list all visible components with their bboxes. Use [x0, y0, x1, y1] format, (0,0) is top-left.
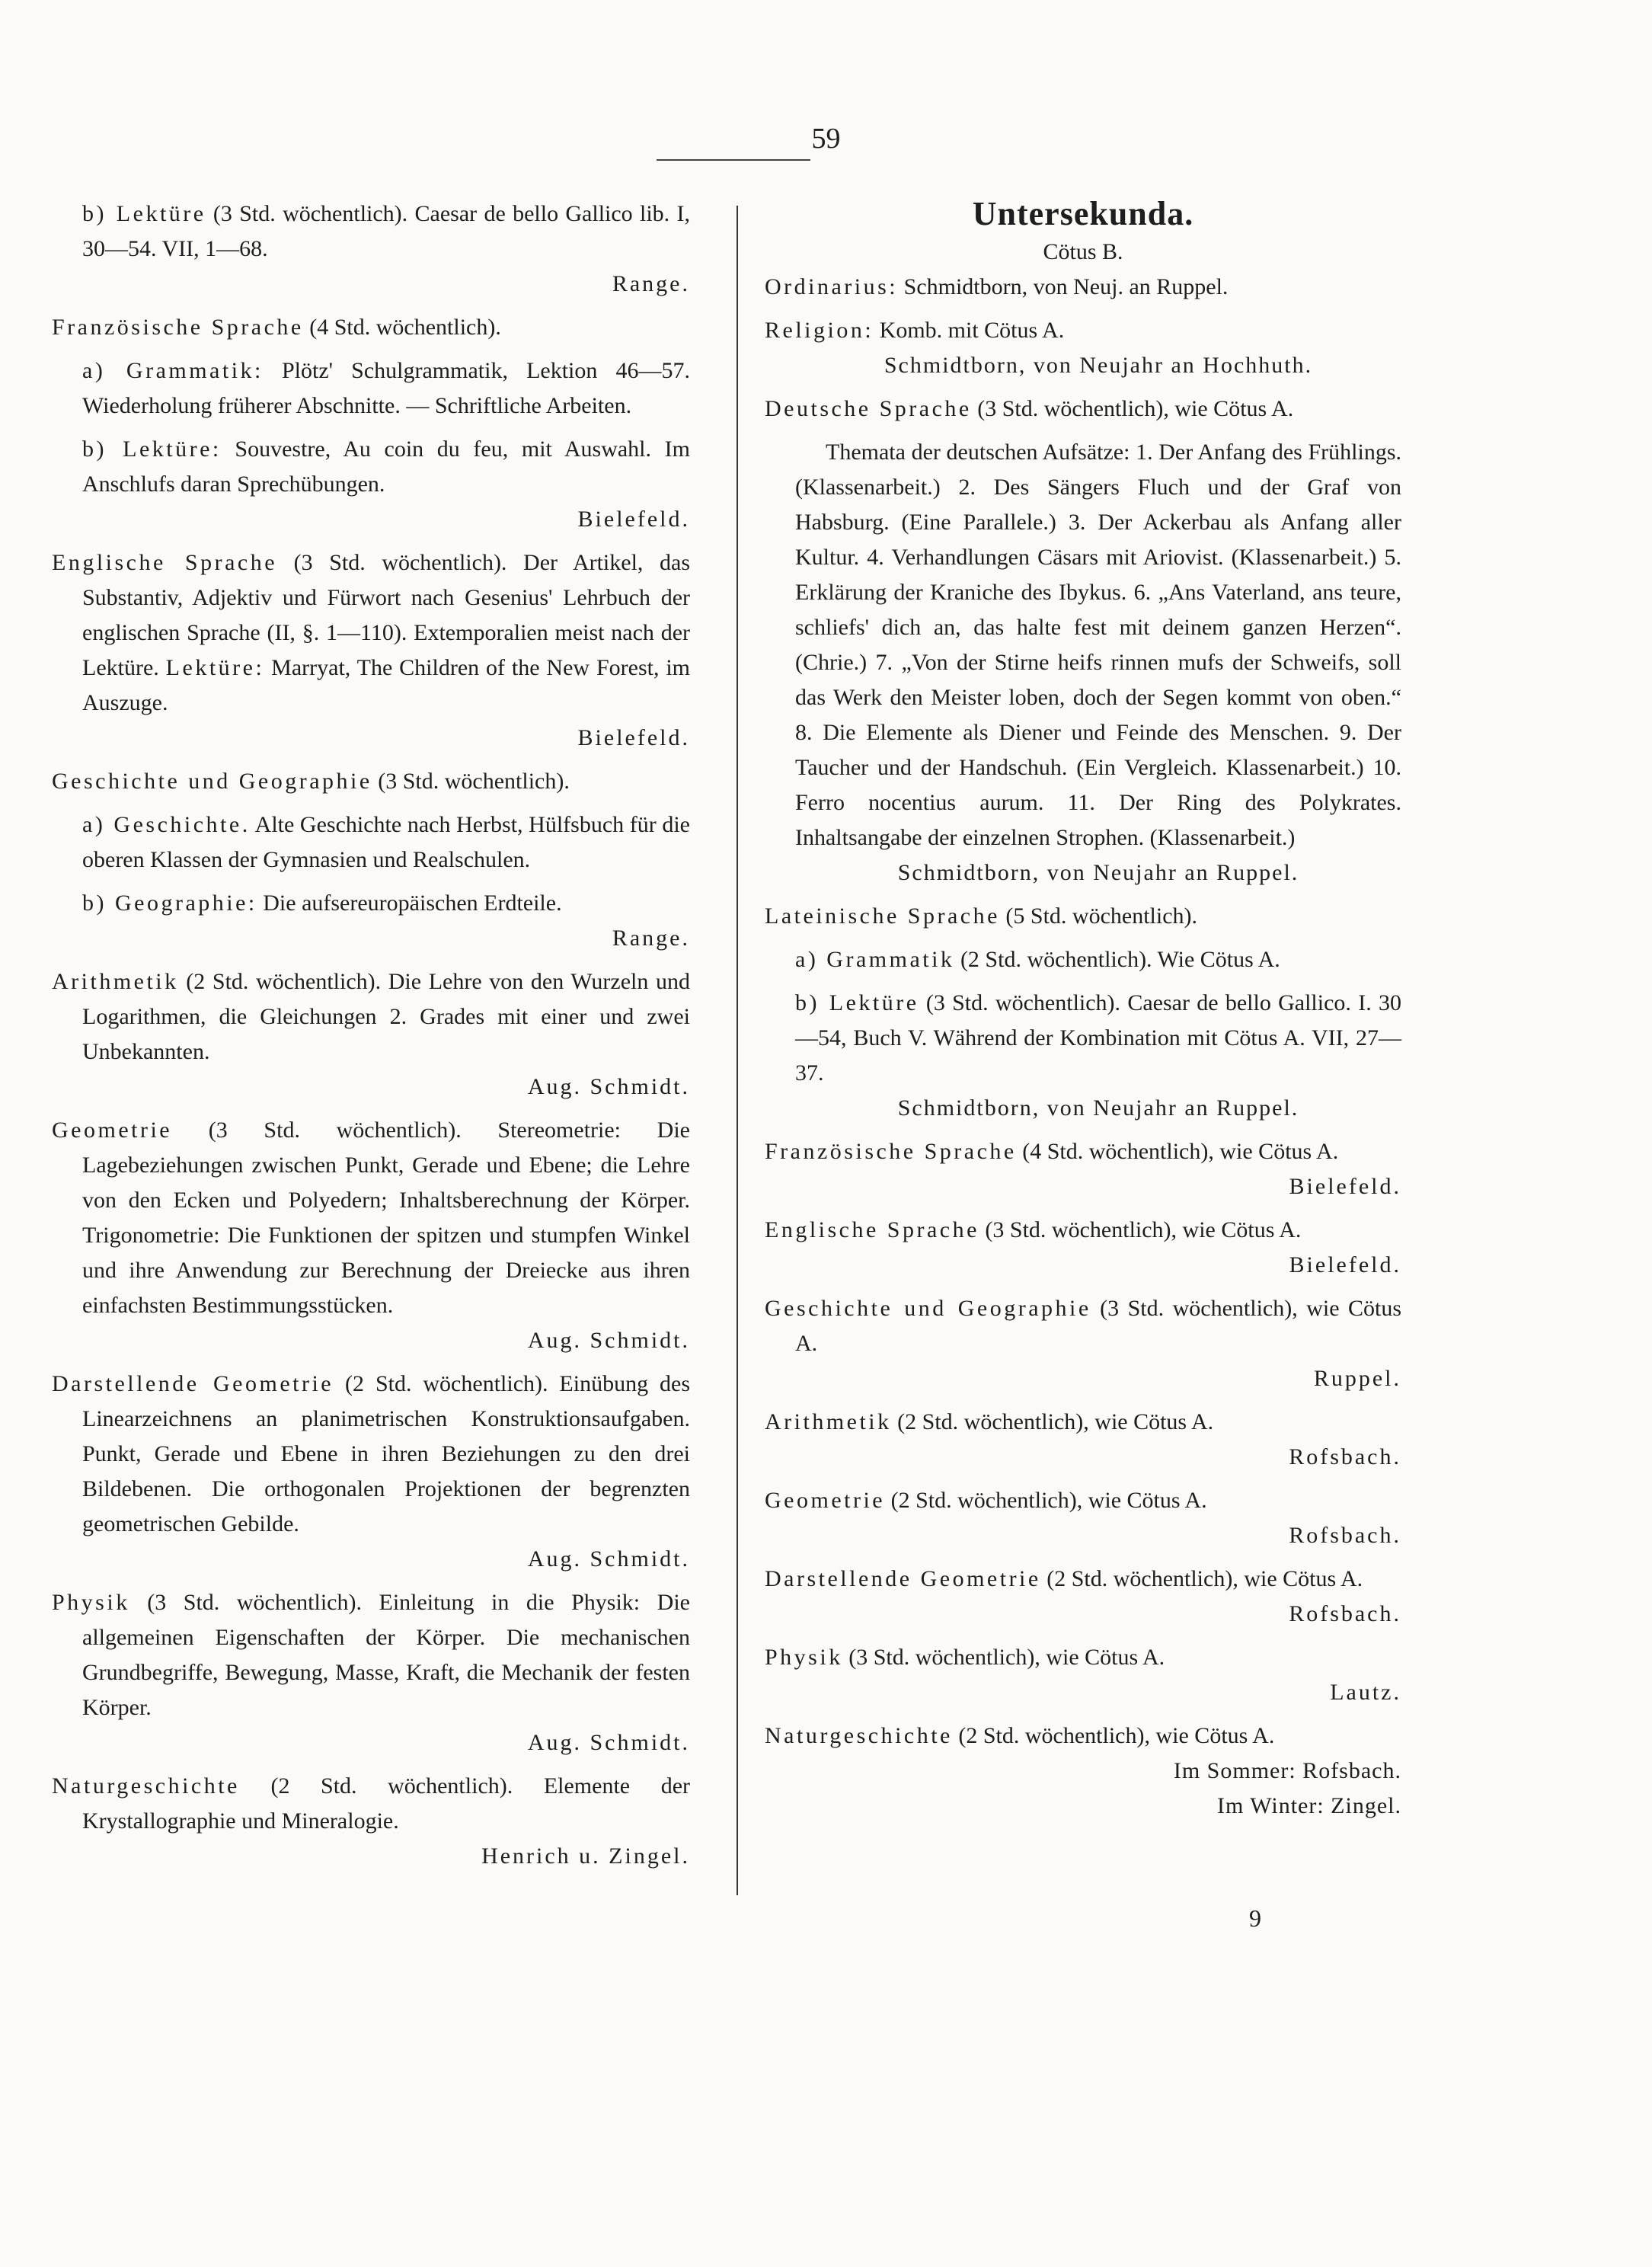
geometrie-entry	[52, 1113, 690, 1358]
arithmetik-entry	[52, 964, 690, 1105]
entry-text: (2 Std. wöchentlich). Elemente der Krystallographie und Mineralogie.	[82, 1773, 690, 1834]
entry-text: (3 Std. wöchentlich), wie Cötus A.	[971, 396, 1294, 421]
teacher-signature: Rofsbach.	[1289, 1444, 1401, 1469]
franzoesisch-entry	[52, 310, 690, 345]
teacher-signature: Ruppel.	[1313, 1366, 1401, 1391]
aufsatz-themata	[765, 435, 1401, 890]
englisch-entry	[765, 1213, 1401, 1283]
entry-heading: Englische Sprache	[52, 550, 278, 575]
darstellende-geometrie-entry	[765, 1562, 1401, 1632]
entry-text: (4 Std. wöchentlich), wie Cötus A.	[1016, 1139, 1339, 1164]
entry-text: (3 Std. wöchentlich). Stereometrie: Die Lagebeziehungen zwischen Punkt, Gerade und Ebene; die Lehre von den Ecken und Polyedern; Inhaltsberechnung der Körper. Trigonometrie: Die Funktionen der spitzen und stumpfen Winkel und ihre Anwendung zur Berechnung der Dreiecke aus ihren einfachsten Bestimmungsstücken.	[82, 1118, 690, 1318]
sheet-signature-mark: 9	[1249, 1904, 1261, 1932]
left-column	[52, 197, 690, 1882]
entry-heading: Französische Sprache	[765, 1139, 1017, 1164]
entry-heading: Religion:	[765, 318, 874, 343]
themata-text: Themata der deutschen Aufsätze: 1. Der Anfang des Frühlings. (Klassenarbeit.) 2. Des Sängers Fluch und der Graf von Habsburg. (Eine Parallele.) 3. Der Ackerbau als Anfang aller Kultur. 4. Verhandlungen Cäsars mit Ariovist. (Klassenarbeit.) 5. Erklärung der Kraniche des Ibykus. 6. „Ans Vaterland, ans teure, schliefs' dich an, das halte fest mit deinem ganzen Herzen“. (Chrie.) 7. „Von der Stirne heifs rinnen mufs der Schweifs, soll das Werk den Meister loben, doch der Segen kommt von oben.“ 8. Die Elemente als Diener und Feinde des Menschen. 9. Der Taucher und der Handschuh. (Ein Vergleich. Klassenarbeit.) 10. Ferro nocentius aurum. 11. Der Ring des Polykrates. Inhaltsangabe der einzelnen Strophen. (Klassenarbeit.)	[795, 440, 1401, 850]
entry-heading: Physik	[765, 1645, 843, 1670]
naturgeschichte-entry	[765, 1719, 1401, 1824]
teacher-signature: Lautz.	[1330, 1680, 1401, 1705]
teacher-signature: Range.	[612, 926, 690, 951]
deutsch-entry	[765, 392, 1401, 427]
entry-text: (4 Std. wöchentlich).	[303, 315, 501, 340]
entry-text: (2 Std. wöchentlich), wie Cötus A.	[1040, 1566, 1363, 1591]
section-heading: Untersekunda.	[972, 195, 1194, 232]
entry-heading: Lektüre:	[165, 655, 265, 680]
entry-heading: Ordinarius:	[765, 274, 899, 299]
ordinarius-entry	[765, 270, 1401, 305]
teacher-signature: Aug. Schmidt.	[527, 1074, 690, 1099]
entry-heading: b) Lektüre:	[82, 436, 222, 462]
entry-text: Komb. mit Cötus A.	[874, 318, 1065, 343]
naturgeschichte-entry	[52, 1769, 690, 1874]
entry-text: Marryat, The Children of the New Forest, im Auszuge.	[82, 655, 690, 715]
entry-heading: Englische Sprache	[765, 1217, 979, 1242]
entry-text: Die aufsereuropäischen Erdteile.	[257, 890, 562, 916]
entry-heading: Französische Sprache	[52, 315, 304, 340]
teacher-signature: Rofsbach.	[1289, 1523, 1401, 1548]
entry-text: (5 Std. wöchentlich).	[999, 903, 1198, 929]
teacher-signature: Rofsbach.	[1289, 1601, 1401, 1626]
entry-heading: Geschichte und Geographie	[765, 1296, 1091, 1321]
entry-text: (2 Std. wöchentlich). Einübung des Linearzeichnens an planimetrischen Konstruktionsaufgaben. Punkt, Gerade und Ebene in ihren Beziehungen zu den drei Bildebenen. Die orthogonalen Projektionen der begrenzten geometrischen Gebilde.	[82, 1371, 690, 1536]
entry-heading: Deutsche Sprache	[765, 396, 972, 421]
entry-text: Plötz' Schulgrammatik, Lektion 46—57. Wiederholung früherer Abschnitte. — Schriftliche Arbeiten.	[82, 358, 690, 418]
entry-text: (2 Std. wöchentlich), wie Cötus A.	[952, 1723, 1275, 1748]
entry-heading: b) Lektüre	[795, 990, 919, 1015]
geschichte-sub	[52, 807, 690, 878]
darstellende-geometrie-entry	[52, 1367, 690, 1577]
teacher-signature: Bielefeld.	[577, 725, 690, 750]
entry-text: (3 Std. wöchentlich), wie Cötus A.	[842, 1645, 1165, 1670]
entry-text: (3 Std. wöchentlich). Caesar de bello Gallico. I. 30—54, Buch V. Während der Kombination mit Cötus A. VII, 27—37.	[795, 990, 1401, 1086]
geschichte-entry	[765, 1291, 1401, 1396]
franzoesisch-lektuere	[52, 432, 690, 537]
geometrie-entry	[765, 1483, 1401, 1553]
entry-text: Schmidtborn, von Neuj. an Ruppel.	[898, 274, 1229, 299]
entry-text: (3 Std. wöchentlich), wie Cötus A.	[795, 1296, 1402, 1356]
teacher-signature: Aug. Schmidt.	[527, 1328, 690, 1353]
physik-entry	[765, 1640, 1401, 1710]
section-subheading: Cötus B.	[1043, 239, 1123, 264]
latein-entry	[765, 899, 1401, 934]
entry-text: (2 Std. wöchentlich), wie Cötus A.	[891, 1409, 1214, 1434]
entry-text: (3 Std. wöchentlich). Einleitung in die Physik: Die allgemeinen Eigenschaften der Körper. Die mechanischen Grundbegriffe, Bewegung, Masse, Kraft, die Mechanik der festen Körper.	[82, 1590, 690, 1720]
teacher-signature: Schmidtborn, von Neujahr an Ruppel.	[897, 1095, 1299, 1121]
entry-text: (3 Std. wöchentlich), wie Cötus A.	[979, 1217, 1302, 1242]
entry-heading: b) Geographie:	[82, 890, 257, 916]
teacher-signature-summer: Im Sommer: Rofsbach.	[1173, 1758, 1401, 1783]
geographie-sub	[52, 886, 690, 956]
teacher-signature-winter: Im Winter: Zingel.	[1216, 1793, 1401, 1818]
entry-heading: Geometrie	[52, 1118, 173, 1143]
page-number: 59	[811, 123, 841, 155]
entry-heading: Physik	[52, 1590, 130, 1615]
entry-heading: b) Lektüre	[82, 201, 206, 226]
teacher-signature: Aug. Schmidt.	[527, 1546, 690, 1572]
entry-heading: Arithmetik	[765, 1409, 892, 1434]
entry-text: (3 Std. wöchentlich). Caesar de bello Gallico lib. I, 30—54. VII, 1—68.	[82, 201, 690, 261]
column-divider	[737, 206, 738, 1895]
page-number-rule	[657, 159, 810, 161]
physik-entry	[52, 1585, 690, 1760]
franzoesisch-grammatik	[52, 353, 690, 424]
entry-text: Alte Geschichte nach Herbst, Hülfsbuch für die oberen Klassen der Gymnasien und Realschulen.	[82, 812, 690, 872]
entry-heading: Naturgeschichte	[765, 1723, 953, 1748]
entry-heading: Darstellende Geometrie	[765, 1566, 1041, 1591]
teacher-signature: Bielefeld.	[1289, 1174, 1401, 1199]
latein-lektuere	[765, 986, 1401, 1126]
latin-lektuere-entry	[52, 197, 690, 302]
teacher-signature: Bielefeld.	[1289, 1252, 1401, 1277]
religion-entry	[765, 313, 1401, 383]
entry-heading: a) Grammatik	[795, 947, 955, 972]
entry-heading: Lateinische Sprache	[765, 903, 1000, 929]
entry-heading: Geometrie	[765, 1488, 886, 1513]
entry-text: (2 Std. wöchentlich), wie Cötus A.	[885, 1488, 1207, 1513]
entry-heading: Darstellende Geometrie	[52, 1371, 334, 1396]
entry-text: (3 Std. wöchentlich).	[372, 769, 570, 794]
teacher-signature: Schmidtborn, von Neujahr an Hochhuth.	[884, 353, 1313, 378]
entry-heading: a) Geschichte.	[82, 812, 251, 837]
entry-heading: Arithmetik	[52, 969, 179, 994]
geschichte-entry	[52, 764, 690, 799]
entry-text: (3 Std. wöchentlich). Der Artikel, das Substantiv, Adjektiv und Fürwort nach Gesenius' Lehrbuch der englischen Sprache (II, §. 1—110). Extemporalien meist nach der Lektüre.	[82, 550, 691, 680]
entry-text: (2 Std. wöchentlich). Wie Cötus A.	[954, 947, 1280, 972]
teacher-signature: Bielefeld.	[577, 507, 690, 532]
teacher-signature: Schmidtborn, von Neujahr an Ruppel.	[897, 860, 1299, 885]
franzoesisch-entry	[765, 1134, 1401, 1204]
teacher-signature: Range.	[612, 271, 690, 296]
latein-grammatik	[765, 942, 1401, 977]
entry-text: Souvestre, Au coin du feu, mit Auswahl. Im Anschlufs daran Sprechübungen.	[82, 436, 690, 497]
englisch-entry	[52, 545, 690, 756]
arithmetik-entry	[765, 1405, 1401, 1475]
teacher-signature: Henrich u. Zingel.	[481, 1843, 690, 1869]
entry-heading: Naturgeschichte	[52, 1773, 240, 1799]
right-column	[765, 197, 1401, 1832]
entry-text: (2 Std. wöchentlich). Die Lehre von den Wurzeln und Logarithmen, die Gleichungen 2. Grades mit einer und zwei Unbekannten.	[82, 969, 690, 1064]
entry-heading: Geschichte und Geographie	[52, 769, 372, 794]
entry-heading: a) Grammatik:	[82, 358, 264, 383]
teacher-signature: Aug. Schmidt.	[527, 1730, 690, 1755]
